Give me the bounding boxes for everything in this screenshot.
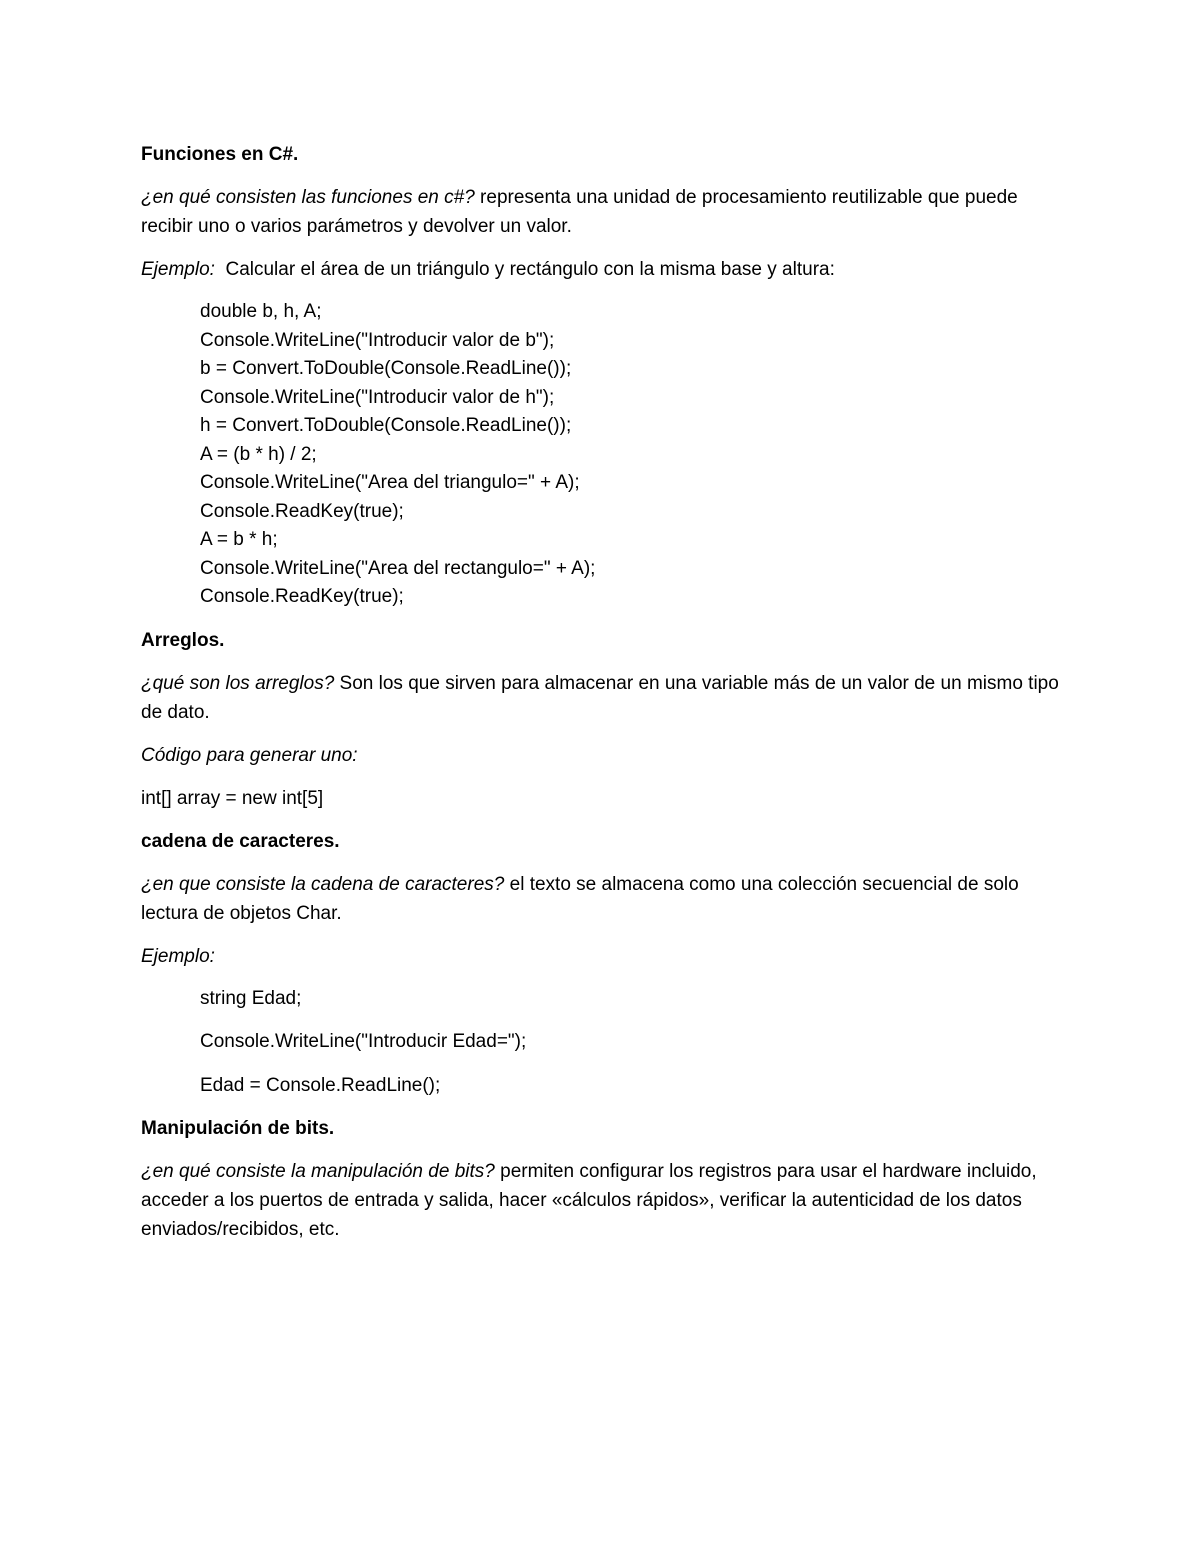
section-heading-arreglos: Arreglos. bbox=[141, 629, 225, 651]
answer-bits: permiten configurar los registros para usar el hardware incluido, acceder a los puertos de entrada y salida, hacer «cálculos rápidos», verificar la autenticidad de los datos enviados/recibidos, etc. bbox=[141, 1161, 1037, 1240]
code-line: Console.WriteLine("Introducir Edad="); bbox=[200, 1031, 527, 1052]
section-heading-funciones: Funciones en C#. bbox=[141, 144, 299, 165]
code-line: Edad = Console.ReadLine(); bbox=[200, 1074, 441, 1096]
code-line: A = b * h; bbox=[200, 529, 278, 550]
section-heading-cadena: cadena de caracteres. bbox=[141, 830, 340, 852]
paragraph-arreglos-definition bbox=[141, 669, 1061, 727]
example-text-funciones: Calcular el área de un triángulo y rectángulo con la misma base y altura: bbox=[214, 259, 835, 280]
code-line: b = Convert.ToDouble(Console.ReadLine()); bbox=[200, 358, 572, 379]
code-line: Console.WriteLine("Introducir valor de b"); bbox=[200, 329, 555, 351]
example-label-cadena: Ejemplo: bbox=[141, 945, 215, 967]
code-arreglos: int[] array = new int[5] bbox=[141, 787, 324, 809]
code-line: string Edad; bbox=[200, 987, 302, 1009]
example-label-funciones: Ejemplo: bbox=[141, 259, 215, 280]
document-body bbox=[141, 140, 1061, 1258]
code-line: A = (b * h) / 2; bbox=[200, 443, 317, 465]
paragraph-funciones-definition bbox=[141, 183, 1061, 241]
question-funciones: ¿en qué consisten las funciones en c#? bbox=[141, 187, 475, 208]
code-label-arreglos: Código para generar uno: bbox=[141, 744, 358, 766]
section-heading-bits: Manipulación de bits. bbox=[141, 1118, 335, 1139]
question-bits: ¿en qué consiste la manipulación de bits? bbox=[141, 1161, 495, 1182]
paragraph-bits-definition bbox=[141, 1157, 1061, 1244]
paragraph-cadena-definition bbox=[141, 870, 1061, 928]
code-line: Console.ReadKey(true); bbox=[200, 586, 404, 607]
question-cadena: ¿en que consiste la cadena de caracteres? bbox=[141, 873, 505, 895]
answer-arreglos: Son los que sirven para almacenar en una variable más de un valor de un mismo tipo de dato. bbox=[141, 672, 1059, 723]
answer-cadena: el texto se almacena como una colección secuencial de solo lectura de objetos Char. bbox=[141, 873, 1019, 924]
code-block-funciones bbox=[200, 298, 1061, 612]
code-line: Console.WriteLine("Area del triangulo=" + A); bbox=[200, 472, 580, 493]
code-line: Console.WriteLine("Area del rectangulo=" + A); bbox=[200, 557, 596, 579]
code-line: h = Convert.ToDouble(Console.ReadLine()); bbox=[200, 415, 572, 436]
code-line: double b, h, A; bbox=[200, 301, 322, 322]
paragraph-funciones-example bbox=[141, 255, 1061, 284]
code-line: Console.WriteLine("Introducir valor de h"); bbox=[200, 386, 555, 408]
code-line: Console.ReadKey(true); bbox=[200, 500, 404, 522]
answer-funciones: representa una unidad de procesamiento reutilizable que puede recibir uno o varios parámetros y devolver un valor. bbox=[141, 187, 1018, 237]
question-arreglos: ¿qué son los arreglos? bbox=[141, 672, 335, 694]
code-block-cadena bbox=[200, 985, 1061, 1101]
